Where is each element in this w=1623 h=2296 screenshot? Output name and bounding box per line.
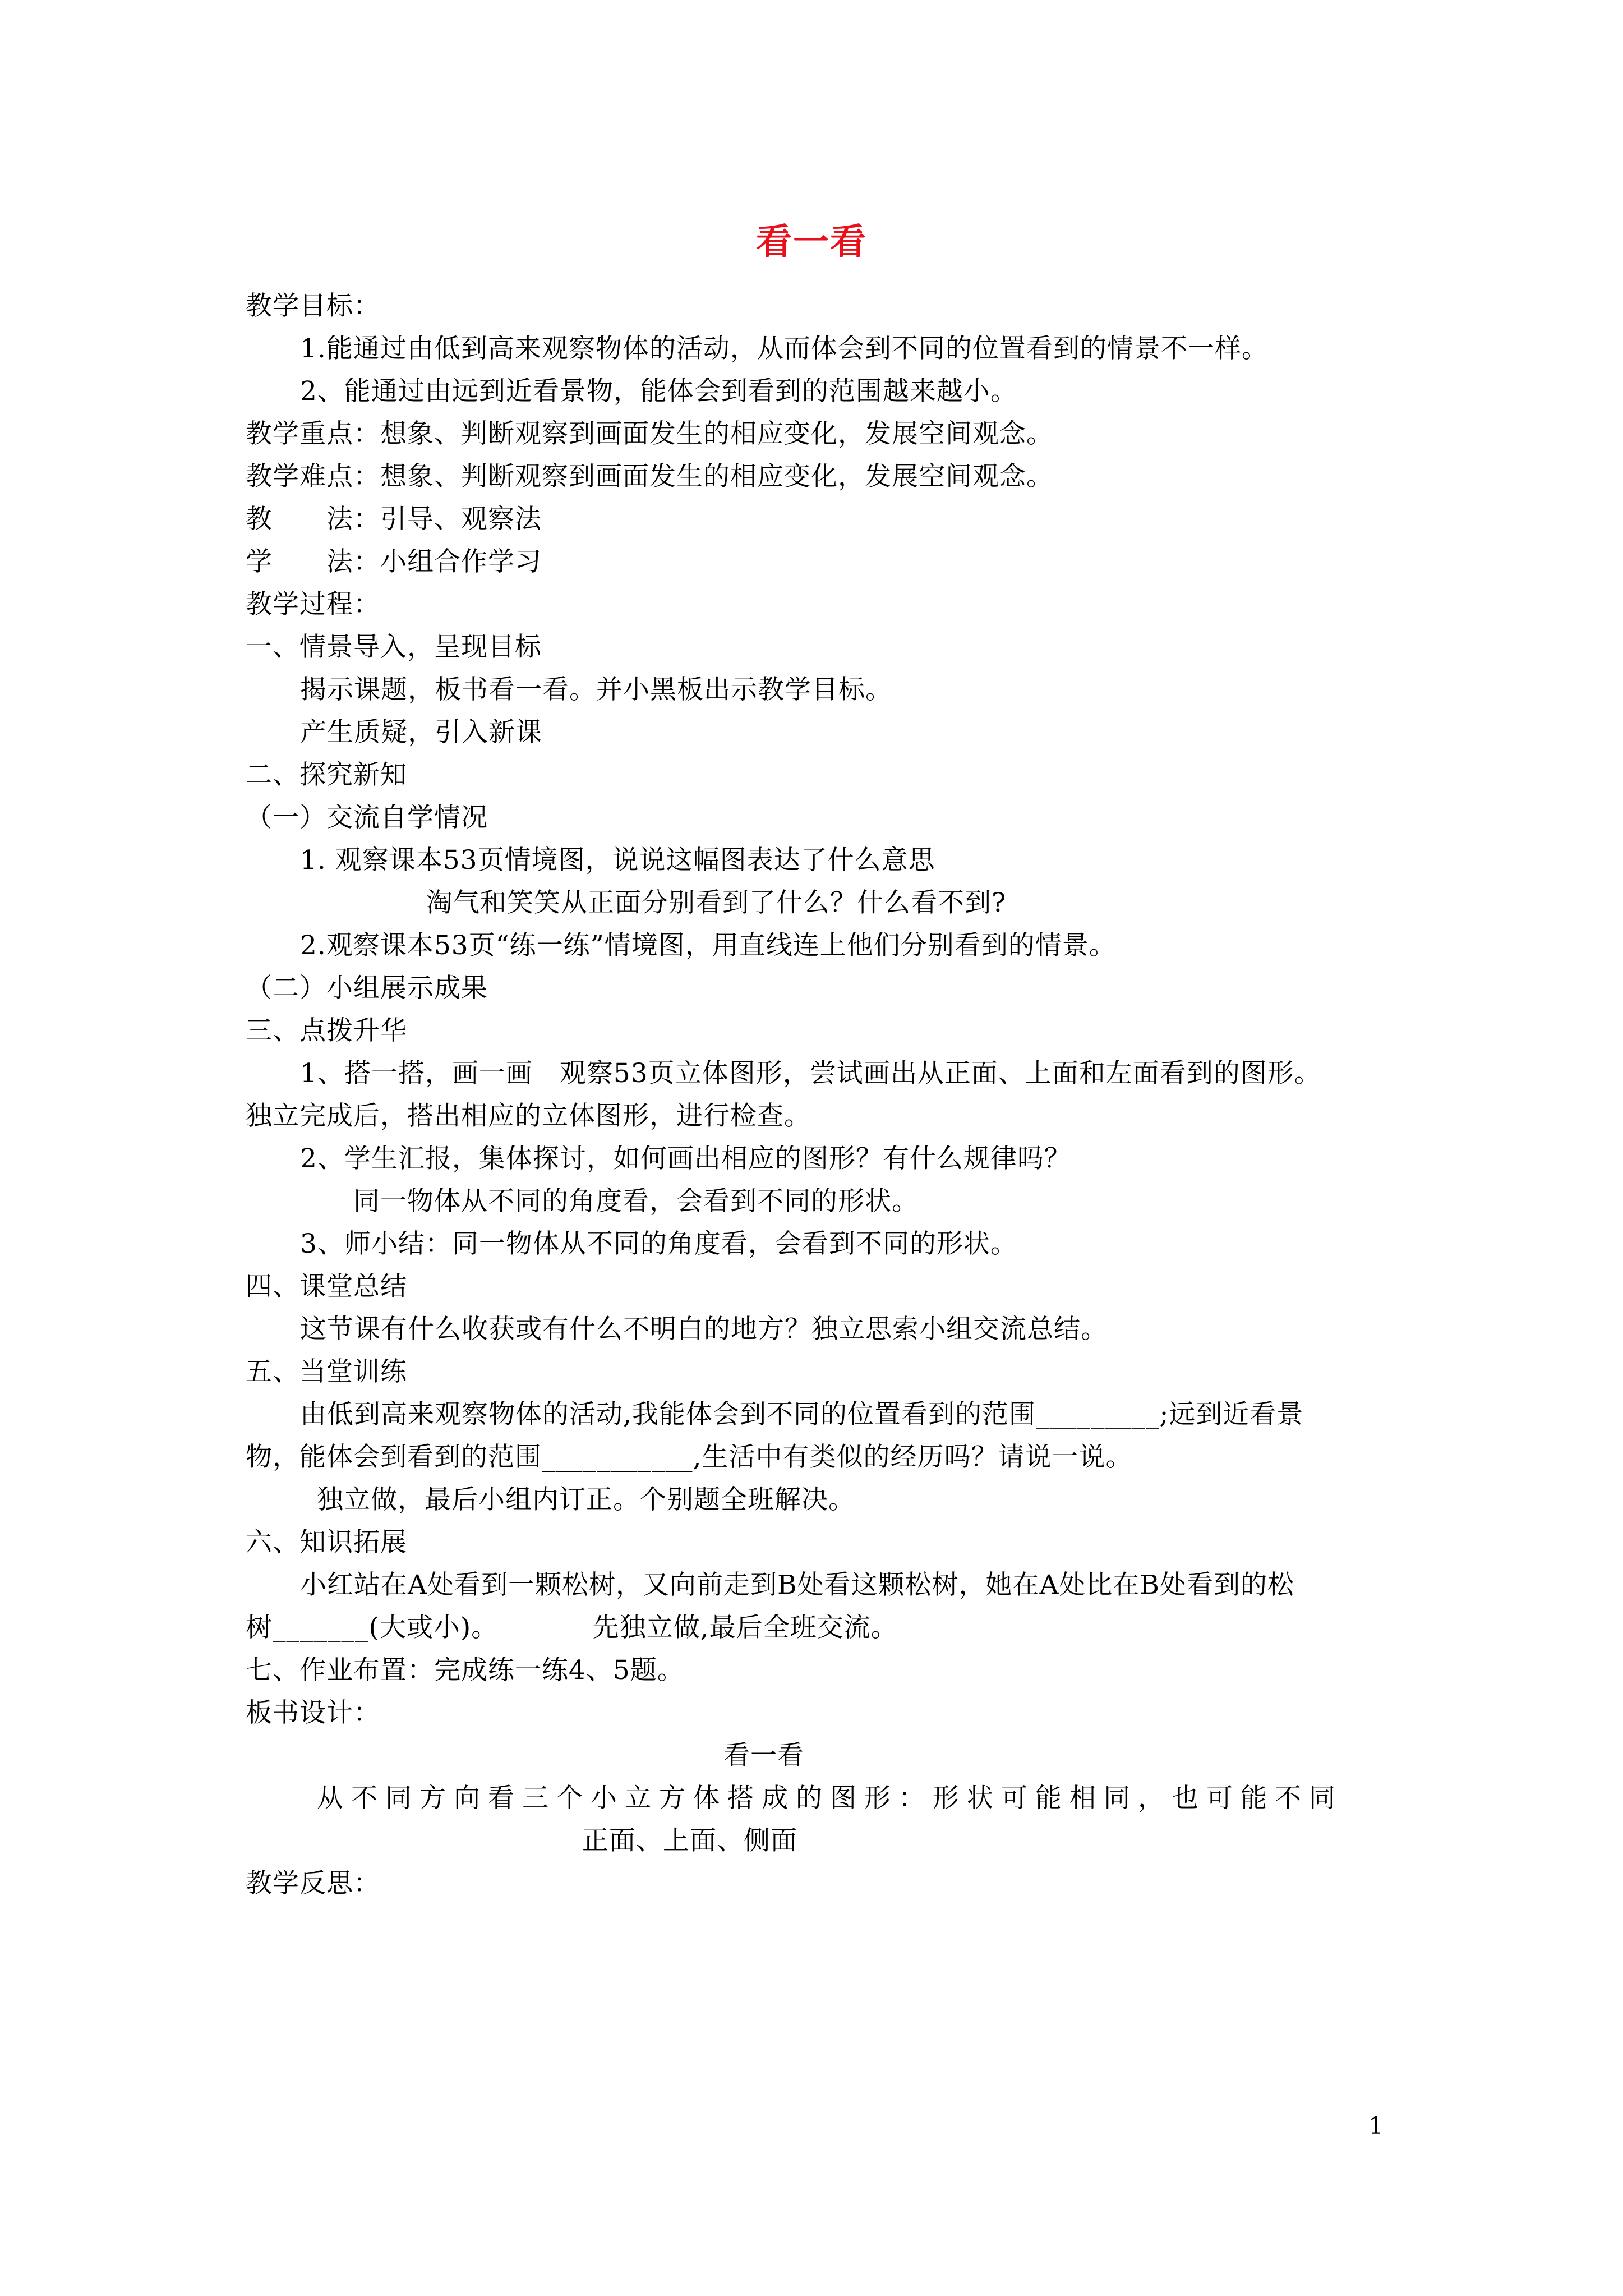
part-3-heading: 三、点拨升华	[246, 1015, 407, 1046]
part-3-item-1: 1、搭一搭，画一画 观察53页立体图形，尝试画出从正面、上面和左面看到的图形。	[300, 1058, 1321, 1089]
board-line-1: 从不同方向看三个小立方体搭成的图形：形状可能相同，也可能不同	[317, 1783, 1343, 1814]
learning-method: 学 法：小组合作学习	[246, 546, 542, 577]
key-point: 教学重点：想象、判断观察到画面发生的相应变化，发展空间观念。	[246, 418, 1053, 449]
part-5-exercise-cont: 物，能体会到看到的范围___________,生活中有类似的经历吗？请说一说。	[246, 1442, 1133, 1473]
part-1-line-2: 产生质疑，引入新课	[300, 717, 542, 748]
part-4-heading: 四、课堂总结	[246, 1271, 407, 1302]
teaching-method: 教 法：引导、观察法	[246, 504, 542, 535]
objective-2: 2、能通过由远到近看景物，能体会到看到的范围越来越小。	[300, 376, 1017, 407]
part-3-item-2-note: 同一物体从不同的角度看，会看到不同的形状。	[353, 1186, 919, 1217]
part-7-homework: 七、作业布置：完成练一练4、5题。	[246, 1655, 684, 1686]
document-title: 看一看	[756, 221, 867, 263]
part-2-item-1: 1. 观察课本53页情境图，说说这幅图表达了什么意思	[300, 845, 935, 876]
part-5-heading: 五、当堂训练	[246, 1356, 407, 1387]
part-5-exercise: 由低到高来观察物体的活动,我能体会到不同的位置看到的范围_________;远到近看景	[300, 1399, 1304, 1430]
part-2-sub-2: （二）小组展示成果	[246, 973, 488, 1004]
section-objectives-heading: 教学目标：	[246, 291, 380, 321]
part-6-exercise-cont: 树_______(大或小)。 先独立做,最后全班交流。	[246, 1612, 898, 1643]
part-6-exercise: 小红站在A处看到一颗松树，又向前走到B处看这颗松树，她在A处比在B处看到的松	[300, 1570, 1294, 1600]
objective-1: 1.能通过由低到高来观察物体的活动，从而体会到不同的位置看到的情景不一样。	[300, 333, 1269, 364]
board-line-2: 正面、上面、侧面	[582, 1825, 797, 1856]
difficult-point: 教学难点：想象、判断观察到画面发生的相应变化，发展空间观念。	[246, 461, 1053, 492]
part-3-item-1-cont: 独立完成后，搭出相应的立体图形，进行检查。	[246, 1101, 811, 1131]
board-title: 看一看	[723, 1740, 804, 1771]
board-design-heading: 板书设计：	[246, 1697, 380, 1728]
part-2-item-1-question: 淘气和笑笑从正面分别看到了什么？什么看不到?	[426, 887, 1007, 918]
part-2-sub-1: （一）交流自学情况	[246, 802, 488, 833]
part-5-note: 独立做，最后小组内订正。个别题全班解决。	[317, 1484, 855, 1515]
section-process-heading: 教学过程：	[246, 589, 380, 620]
part-4-line-1: 这节课有什么收获或有什么不明白的地方？独立思索小组交流总结。	[300, 1314, 1108, 1345]
part-1-line-1: 揭示课题，板书看一看。并小黑板出示教学目标。	[300, 674, 892, 705]
part-3-item-2: 2、学生汇报，集体探讨，如何画出相应的图形？有什么规律吗？	[300, 1143, 1071, 1174]
part-2-heading: 二、探究新知	[246, 760, 407, 790]
part-1-heading: 一、情景导入，呈现目标	[246, 632, 542, 662]
part-6-heading: 六、知识拓展	[246, 1527, 407, 1558]
part-2-item-2: 2.观察课本53页“练一练”情境图，用直线连上他们分别看到的情景。	[300, 930, 1116, 961]
page-number: 1	[1368, 2112, 1384, 2139]
reflection-heading: 教学反思：	[246, 1868, 380, 1899]
part-3-item-3: 3、师小结：同一物体从不同的角度看，会看到不同的形状。	[300, 1228, 1017, 1259]
